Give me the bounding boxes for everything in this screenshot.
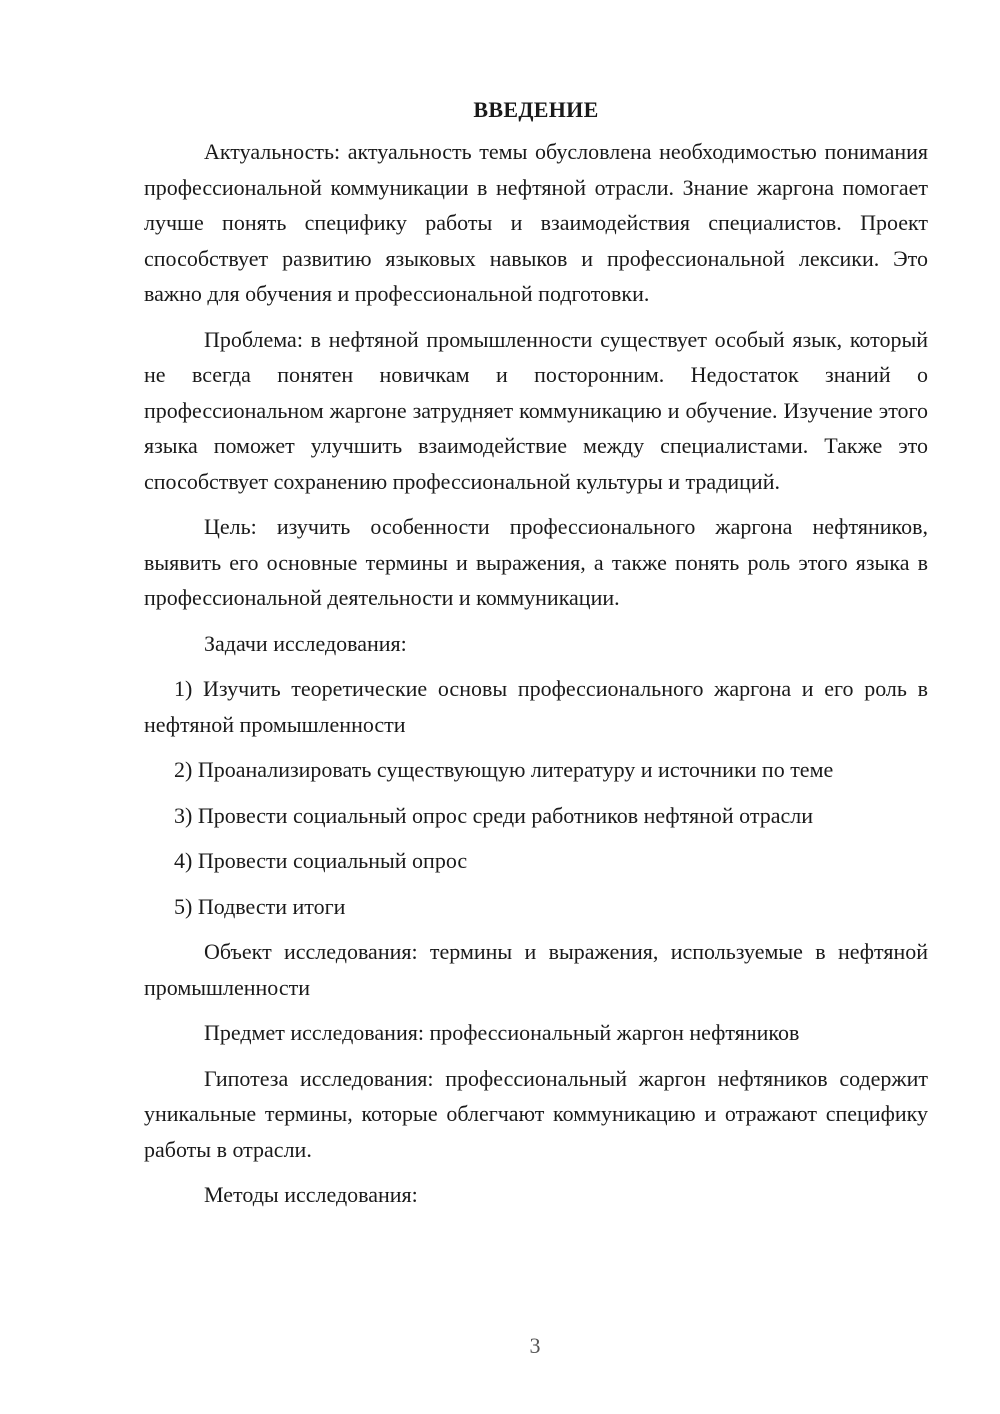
- problem-paragraph: Проблема: в нефтяной промышленности существует особый язык, который не всегда понятен новичкам и посторонним. Недостаток знаний о профессиональном жаргоне затрудняет коммуникацию и обучение. Изучение этого языка поможет улучшить взаимодействие между специалистами. Также это способствует сохранению профессиональной культуры и традиций.: [144, 326, 928, 494]
- task-item: 4) Провести социальный опрос: [174, 848, 468, 873]
- task-item: 1) Изучить теоретические основы профессионального жаргона и его роль в нефтяной промышленности: [144, 676, 928, 737]
- tasks-heading: Задачи исследования:: [204, 630, 407, 656]
- page-content: [144, 94, 928, 1223]
- relevance-paragraph: Актуальность: актуальность темы обусловлена необходимостью понимания профессиональной коммуникации в нефтяной отрасли. Знание жаргона помогает лучше понять специфику работы и взаимодействия специалистов. Проект способствует развитию языковых навыков и профессиональной лексики. Это важно для обучения и профессиональной подготовки.: [144, 139, 928, 306]
- page-title: ВВЕДЕНИЕ: [473, 97, 599, 122]
- object-paragraph: Объект исследования: термины и выражения, используемые в нефтяной промышленности: [144, 939, 928, 1000]
- task-item: 5) Подвести итоги: [174, 893, 346, 919]
- page-number: 3: [529, 1333, 541, 1358]
- task-item: 2) Проанализировать существующую литературу и источники по теме: [174, 757, 834, 782]
- task-item: 3) Провести социальный опрос среди работников нефтяной отрасли: [174, 802, 814, 828]
- subject-paragraph: Предмет исследования: профессиональный жаргон нефтяников: [204, 1020, 800, 1045]
- goal-paragraph: Цель: изучить особенности профессионального жаргона нефтяников, выявить его основные термины и выражения, а также понять роль этого языка в профессиональной деятельности и коммуникации.: [144, 514, 928, 610]
- methods-heading: Методы исследования:: [204, 1182, 418, 1207]
- hypothesis-paragraph: Гипотеза исследования: профессиональный жаргон нефтяников содержит уникальные термины, которые облегчают коммуникацию и отражают специфику работы в отрасли.: [144, 1065, 928, 1162]
